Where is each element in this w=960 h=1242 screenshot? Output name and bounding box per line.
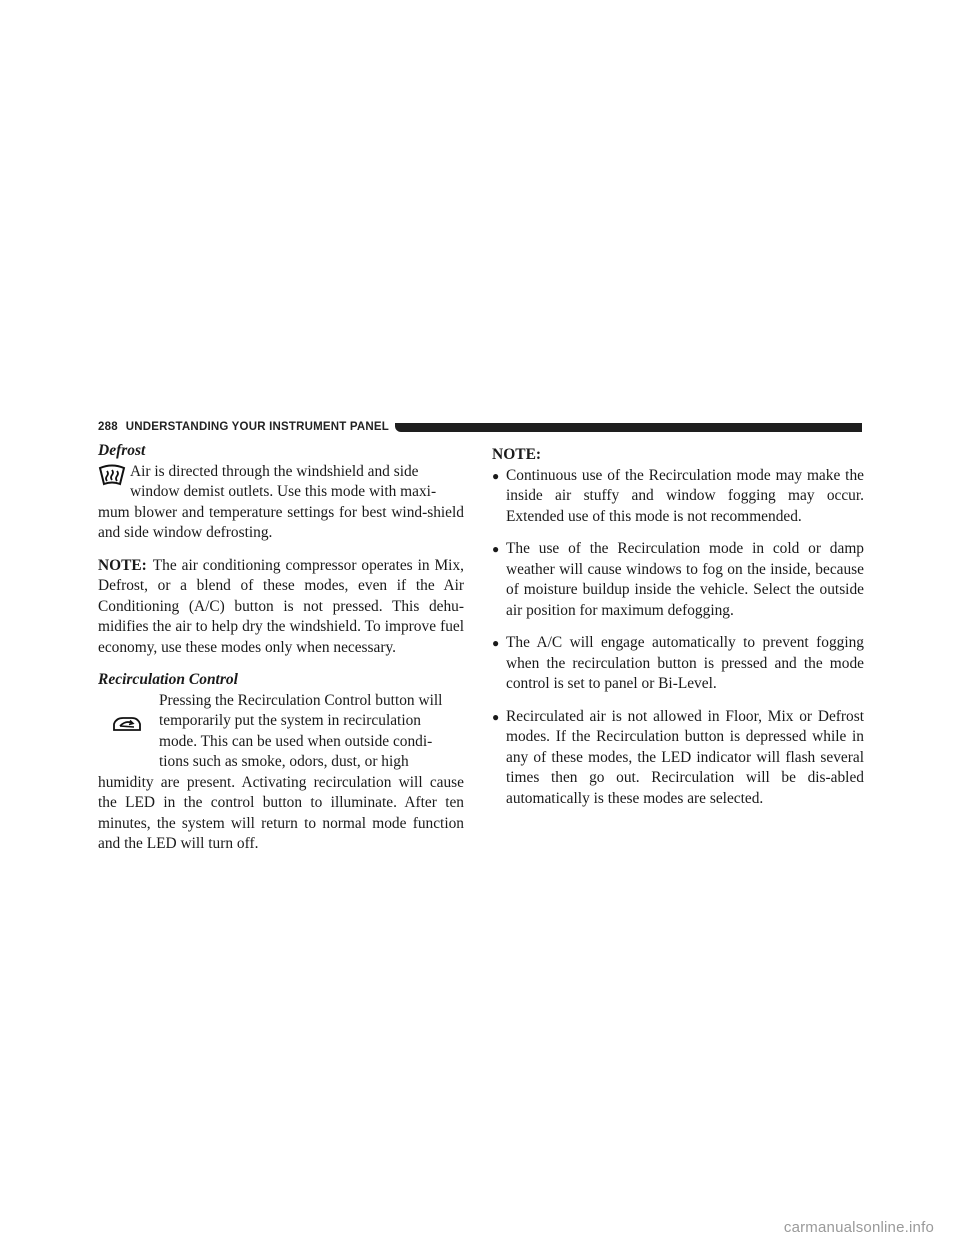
- bullet-text: Continuous use of the Recirculation mode may make the inside air stuffy and window fogging may occur. Extended use of this mode is not recommended.: [506, 466, 864, 525]
- list-item: [492, 633, 864, 695]
- list-item: [492, 539, 864, 621]
- list-item: [492, 466, 864, 528]
- bullet-icon: ●: [492, 636, 500, 650]
- list-item: [492, 707, 864, 810]
- right-column: [492, 441, 864, 821]
- windshield-defrost-icon: [98, 464, 126, 493]
- page-number: 288: [98, 421, 118, 433]
- note-bullet-list: [492, 466, 864, 810]
- watermark: carmanualsonline.info: [783, 1219, 934, 1236]
- bullet-text: The A/C will engage automatically to prevent fogging when the recirculation button is pressed and the mode control is set to panel or Bi-Level.: [506, 634, 864, 692]
- page-header: [98, 418, 862, 436]
- recirc-line-1: Pressing the Recirculation Control button will: [159, 691, 443, 709]
- defrost-intro: [98, 462, 464, 503]
- section-title: UNDERSTANDING YOUR INSTRUMENT PANEL: [125, 421, 389, 433]
- recirculation-intro: [98, 691, 464, 773]
- left-column: [98, 441, 464, 855]
- header-rule: [395, 423, 862, 432]
- note-label: NOTE:: [98, 556, 147, 574]
- recirc-line-4: tions such as smoke, odors, dust, or high: [159, 753, 409, 770]
- recirc-text-rest: humidity are present. Activating recirculation will cause the LED in the control button to illuminate. After ten minutes, the system will return to normal mode function and the LED will turn off.: [98, 773, 464, 852]
- defrost-heading: Defrost: [98, 442, 146, 459]
- recirculation-car-icon: [110, 715, 144, 740]
- defrost-text-rest: mum blower and temperature settings for best wind-shield and side window defrosting.: [98, 503, 464, 541]
- recirc-line-2: temporarily put the system in recirculation: [159, 712, 421, 729]
- note-text: The air conditioning compressor operates in Mix, Defrost, or a blend of these modes, even if the Air Conditioning (A/C) button is not pressed. This dehu-midifies the air to help dry the windshield. To improve fuel economy, use these modes only when necessary.: [98, 556, 464, 656]
- bullet-text: Recirculated air is not allowed in Floor, Mix or Defrost modes. If the Recirculation button is depressed while in any of these modes, the LED indicator will flash several times then go out. Recirculation will be dis-abled automatically is these modes are selected.: [506, 707, 864, 807]
- right-note-heading: NOTE:: [492, 446, 542, 463]
- defrost-note: [98, 556, 464, 659]
- defrost-line-1: Air is directed through the windshield and side: [130, 462, 419, 480]
- bullet-icon: ●: [492, 709, 500, 724]
- recirc-line-3: mode. This can be used when outside condi-: [159, 732, 433, 750]
- recirculation-heading: Recirculation Control: [98, 671, 238, 688]
- defrost-line-2: window demist outlets. Use this mode with maxi-: [130, 483, 437, 500]
- bullet-icon: ●: [492, 542, 500, 556]
- bullet-text: The use of the Recirculation mode in cold or damp weather will cause windows to fog on the inside, because of moisture buildup inside the vehicle. Select the outside air position for maximum defogging.: [506, 540, 864, 619]
- bullet-icon: ●: [492, 468, 500, 483]
